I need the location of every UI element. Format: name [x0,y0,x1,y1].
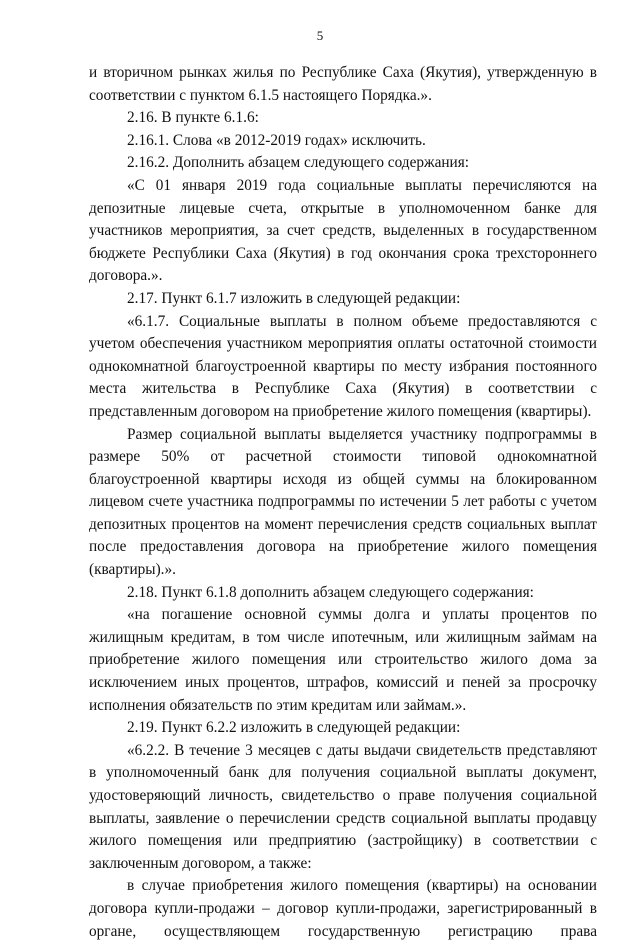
paragraph: 2.16.1. Слова «в 2012-2019 годах» исключить. [127,131,426,149]
paragraph: 2.18. Пункт 6.1.8 дополнить абзацем следующего содержания: [127,583,534,601]
paragraph: 2.16.2. Дополнить абзацем следующего содержания: [127,154,470,172]
paragraph: в случае приобретения жилого помещения (квартиры) на основании договора купли-продажи – договор купли-продажи, зарегистрированный в органе, осуществляющем государственную регистрацию права [89,877,597,940]
paragraph: «6.1.7. Социальные выплаты в полном объеме предоставляются с учетом обеспечения участником мероприятия оплаты остаточной стоимости однокомнатной благоустроенной квартиры по месту избрания постоянного места жительства в Республике Саха (Якутия) в соответствии с представленным договором на приобретение жилого помещения (квартиры). [89,312,597,420]
page-number: 5 [316,28,324,43]
paragraph: «С 01 января 2019 года социальные выплаты перечисляются на депозитные лицевые счета, открытые в уполномоченном банке для участников мероприятия, за счет средств, выделенных в государственном бюджете Республики Саха (Якутия) в год окончания срока трехстороннего договора.». [89,176,597,285]
paragraph: и вторичном рынках жилья по Республике Саха (Якутия), утвержденную в соответствии с пунктом 6.1.5 настоящего Порядка.». [89,64,597,104]
paragraph: «6.2.2. В течение 3 месяцев с даты выдачи свидетельств представляют в уполномоченный банк для получения социальной выплаты документ, удостоверяющий личность, свидетельство о праве получения социальной выплаты, заявление о перечислении средств социальной выплаты продавцу жилого помещения или предприятию (застройщику) в соответствии с заключенным договором, а также: [89,741,597,872]
paragraph: 2.16. В пункте 6.1.6: [127,109,259,127]
paragraph: 2.17. Пункт 6.1.7 изложить в следующей редакции: [127,289,461,307]
paragraph: «на погашение основной суммы долга и уплаты процентов по жилищным кредитам, в том числе ипотечным, или жилищным займам на приобретение жилого помещения или строительство жилого дома за исключением иных процентов, штрафов, комиссий и пеней за просрочку исполнения обязательств по этим кредитам или займам.». [89,606,597,714]
paragraph: Размер социальной выплаты выделяется участнику подпрограммы в размере 50% от расчетной стоимости типовой однокомнатной благоустроенной квартиры исходя из общей суммы на блокированном лицевом счете участника подпрограммы по истечении 5 лет работы с учетом депозитных процентов на момент перечисления средств социальных выплат после предоставления договора на приобретение жилого помещения (квартиры).». [89,425,597,579]
paragraph: 2.19. Пункт 6.2.2 изложить в следующей редакции: [127,719,461,737]
document-body [89,62,597,943]
